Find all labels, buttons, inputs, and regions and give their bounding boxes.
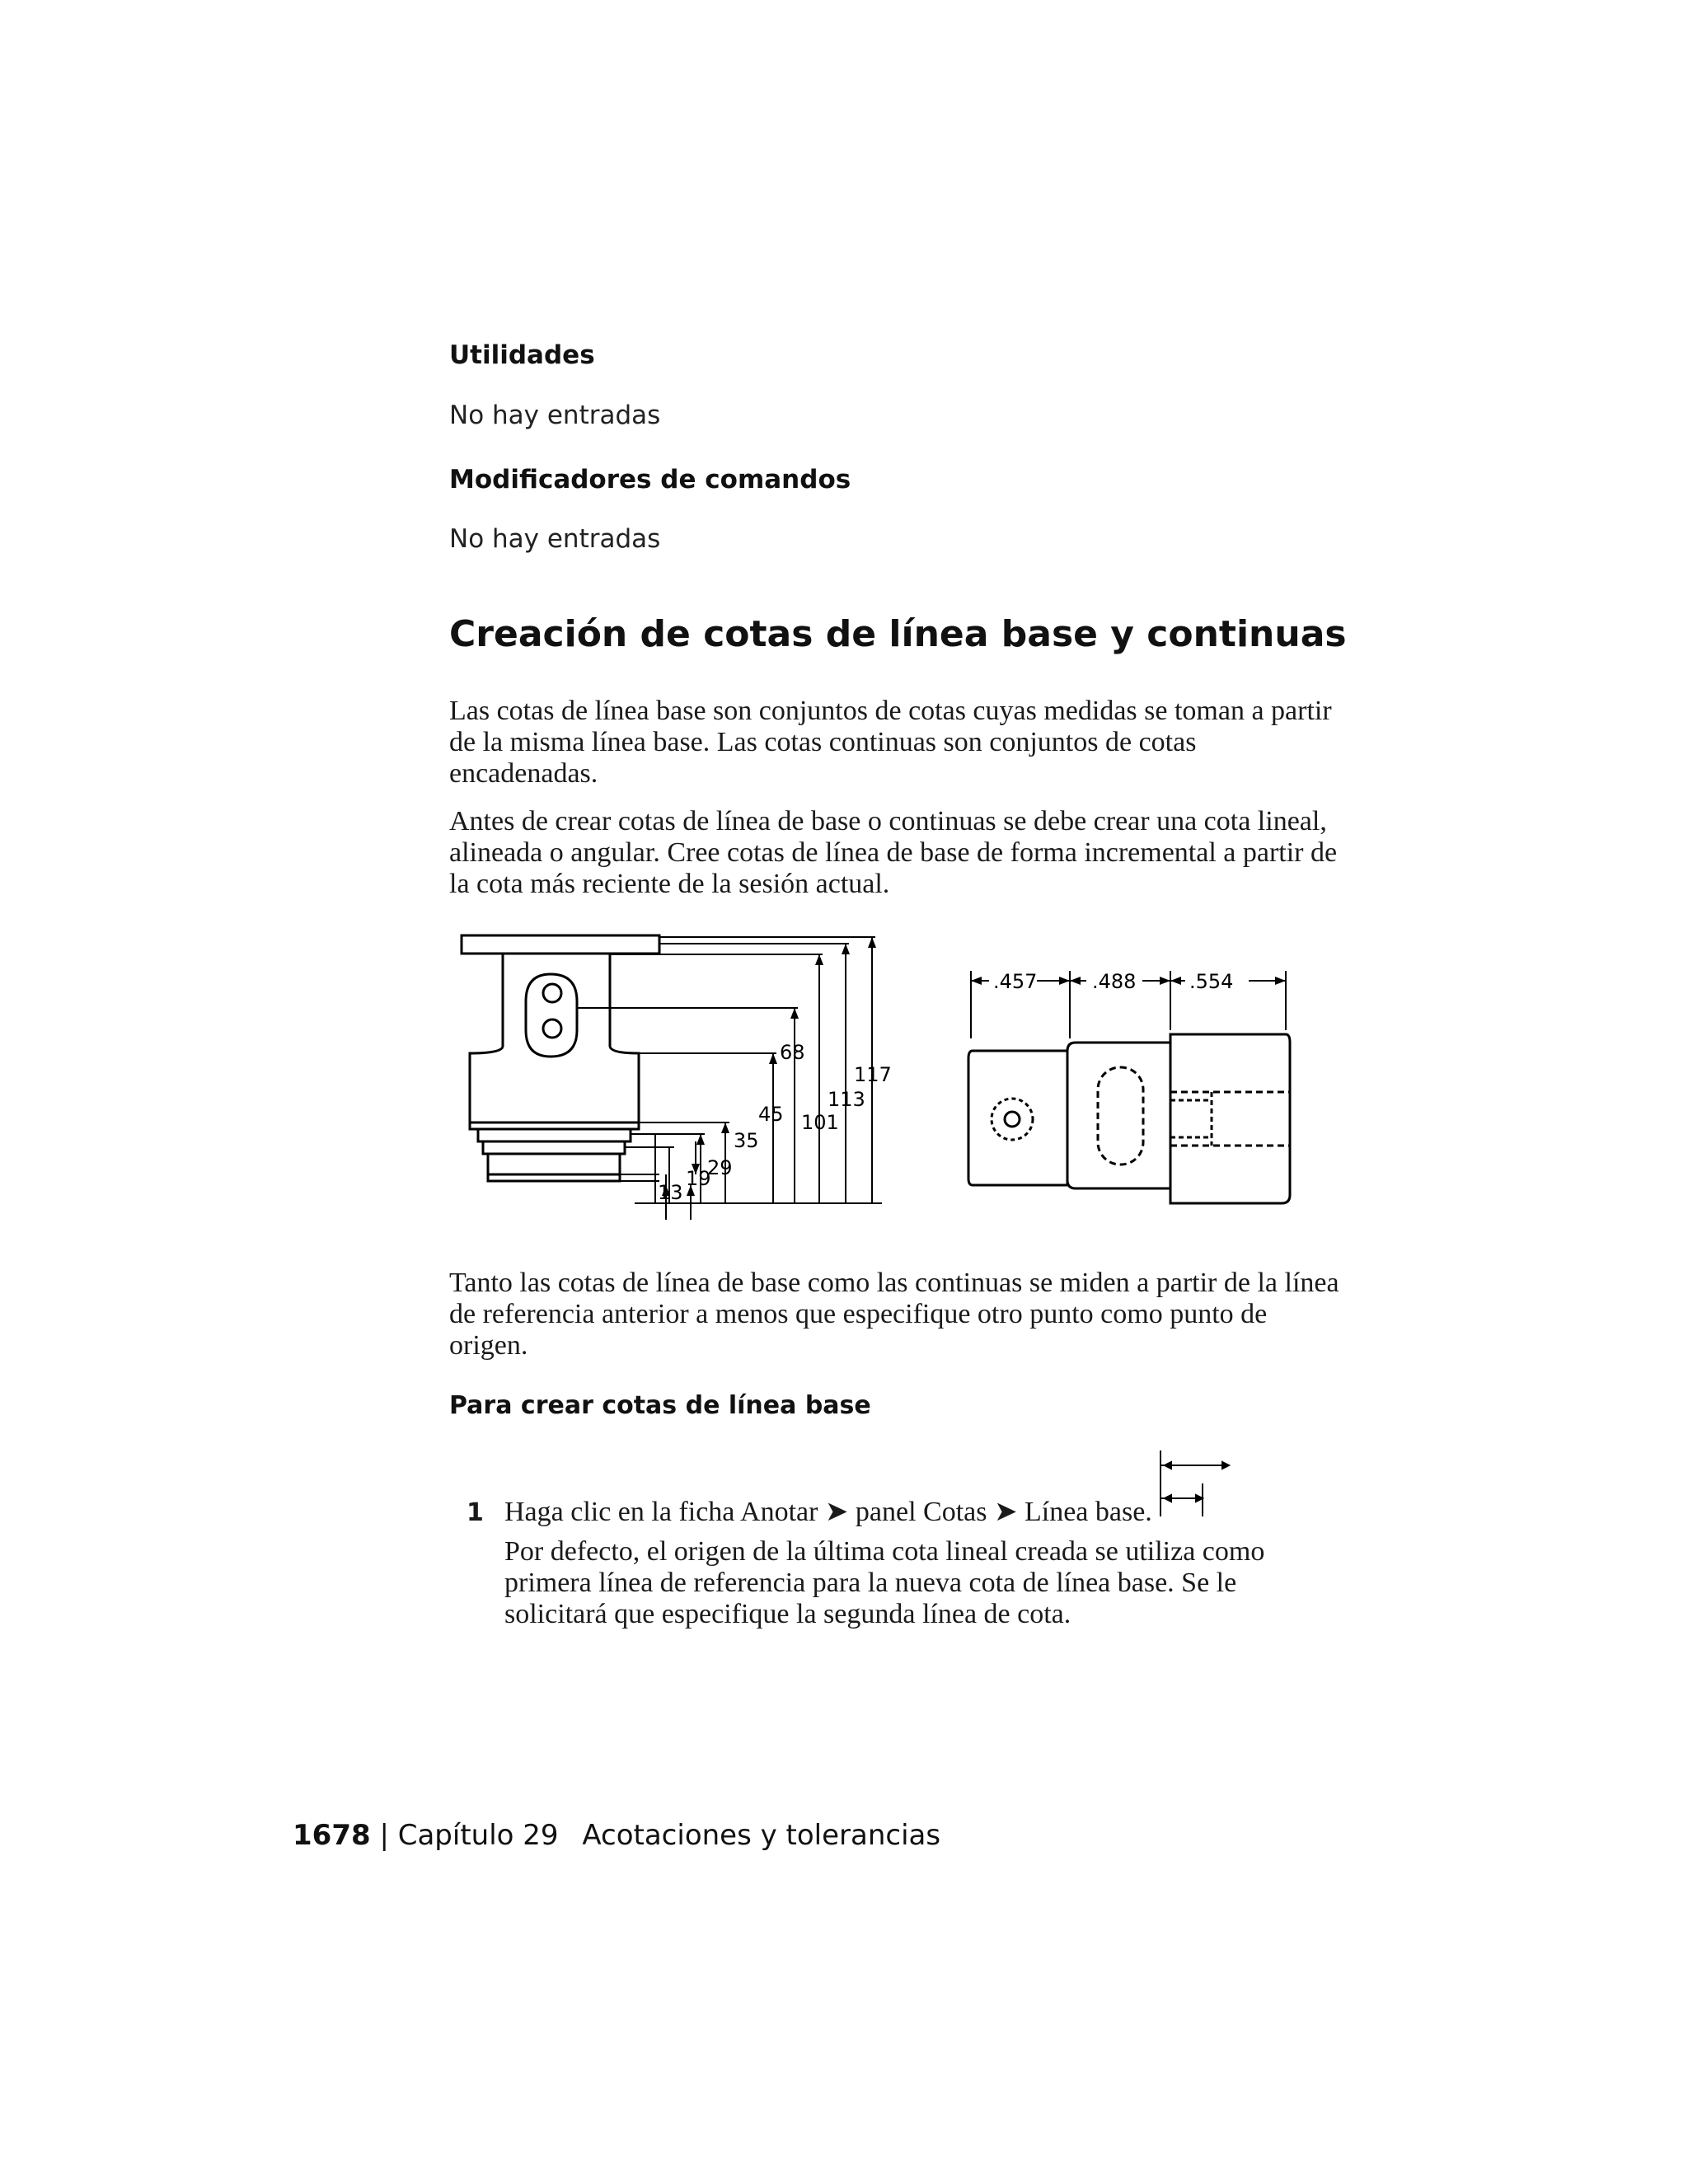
dim-label-554: .554 — [1189, 970, 1234, 993]
dim-label-45: 45 — [758, 1103, 784, 1126]
page-number: 1678 — [293, 1819, 371, 1852]
right-object — [968, 1034, 1290, 1203]
dim-label-117: 117 — [854, 1063, 892, 1086]
paragraph-1: Las cotas de línea base son conjuntos de cotas cuyas medidas se toman a partir de la misma línea base. Las cotas continuas son conjuntos de cotas encadenadas. — [449, 696, 1332, 789]
footer-chapter-title: Acotaciones y tolerancias — [582, 1819, 941, 1852]
dim-label-113: 113 — [828, 1088, 865, 1111]
footer-chapter: Capítulo 29 — [397, 1819, 559, 1852]
procedure-heading: Para crear cotas de línea base — [449, 1391, 871, 1420]
modifiers-text: No hay entradas — [449, 524, 661, 554]
utilities-text: No hay entradas — [449, 401, 661, 430]
dim-label-19: 19 — [686, 1167, 711, 1190]
page-title: Creación de cotas de línea base y continuas — [449, 613, 1347, 655]
dim-label-457: .457 — [993, 970, 1038, 993]
dim-label-13: 13 — [658, 1181, 683, 1204]
dim-label-35: 35 — [734, 1129, 759, 1152]
dimension-figure — [453, 923, 1302, 1228]
baseline-dimension-icon — [1156, 1446, 1232, 1521]
page-footer — [293, 1819, 940, 1852]
paragraph-2: Antes de crear cotas de línea de base o continuas se debe crear una cota lineal, alineada o angular. Cree cotas de línea de base de forma incremental a partir de la cota más reciente de la sesión actual. — [449, 806, 1338, 899]
modifiers-heading: Modificadores de comandos — [449, 465, 851, 494]
footer-separator: | — [379, 1819, 389, 1852]
dim-label-68: 68 — [780, 1041, 805, 1064]
paragraph-3: Tanto las cotas de línea de base como las continuas se miden a partir de la línea de referencia anterior a menos que especifique otro punto como punto de origen. — [449, 1268, 1339, 1361]
dim-label-101: 101 — [801, 1111, 839, 1134]
utilities-heading: Utilidades — [449, 340, 595, 370]
step-note: Por defecto, el origen de la última cota lineal creada se utiliza como primera línea de referencia para la nueva cota de línea base. Se le solicitará que especifique la segunda línea de cota. — [504, 1536, 1265, 1629]
left-arrowheads — [662, 937, 876, 1196]
step-text: Haga clic en la ficha Anotar ➤ panel Cotas ➤ Línea base. — [504, 1497, 1152, 1527]
dim-label-488: .488 — [1092, 970, 1137, 993]
step-number: 1 — [467, 1498, 484, 1527]
dim-label-29: 29 — [707, 1156, 733, 1179]
